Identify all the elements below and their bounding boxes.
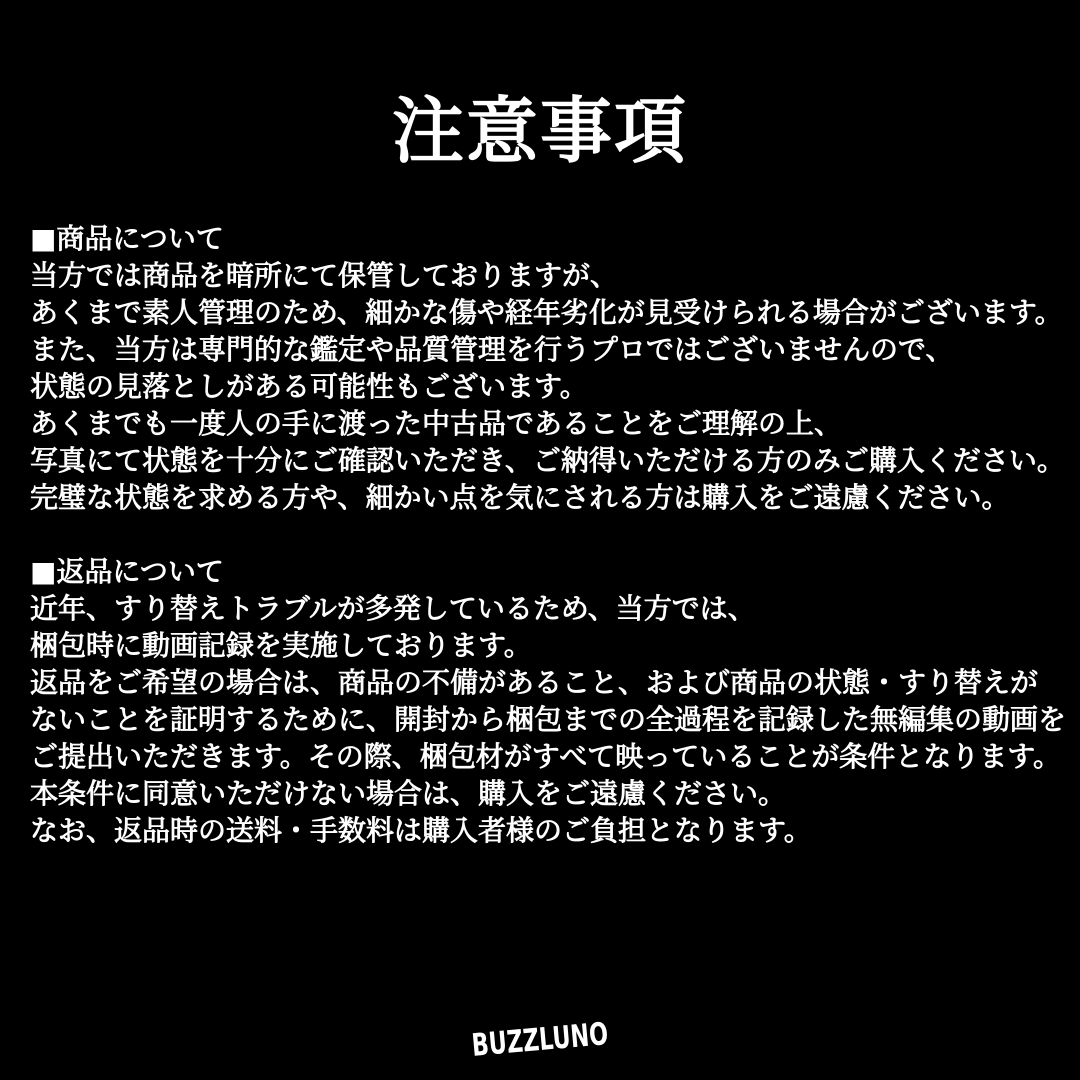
text-line: 梱包時に動画記録を実施しております。: [30, 629, 532, 662]
section-heading: [30, 553, 1060, 590]
section-heading-label: 返品について: [56, 555, 224, 588]
section-about-returns: [30, 553, 1067, 849]
text-line: ないことを証明するために、開封から梱包までの全過程を記録した無編集の動画を: [30, 703, 1067, 736]
text-line: 当方では商品を暗所にて保管しておりますが、: [30, 259, 619, 292]
text-line: 状態の見落としがある可能性もございます。: [30, 370, 588, 403]
text-line: ご提出いただきます。その際、梱包材がすべて映っていることが条件となります。: [30, 740, 1061, 773]
text-line: また、当方は専門的な鑑定や品質管理を行うプロではございませんので、: [30, 333, 954, 366]
notice-body: [30, 220, 1067, 849]
brand-logo: BUZZLUNO: [470, 1016, 610, 1064]
text-line: 返品をご希望の場合は、商品の不備があること、および商品の状態・すり替えが: [30, 666, 1039, 699]
section-heading: [30, 220, 1060, 257]
page-title: 注意事項: [391, 88, 688, 174]
text-line: 近年、すり替えトラブルが多発しているため、当方では、: [30, 592, 756, 625]
section-heading-label: 商品について: [56, 222, 224, 255]
text-line: あくまでも一度人の手に渡った中古品であることをご理解の上、: [30, 407, 843, 440]
text-line: 写真にて状態を十分にご確認いただき、ご納得いただける方のみご購入ください。: [30, 444, 1065, 477]
square-bullet-icon: ■: [30, 222, 57, 255]
text-line: なお、返品時の送料・手数料は購入者様のご負担となります。: [30, 814, 812, 847]
text-line: 完璧な状態を求める方や、細かい点を気にされる方は購入をご遠慮ください。: [30, 481, 1010, 514]
square-bullet-icon: ■: [30, 555, 57, 588]
text-line: あくまで素人管理のため、細かな傷や経年劣化が見受けられる場合がございます。: [30, 296, 1063, 329]
section-about-product: [30, 220, 1065, 516]
brand-footer: [0, 1016, 1080, 1064]
text-line: 本条件に同意いただけない場合は、購入をご遠慮ください。: [30, 777, 787, 810]
